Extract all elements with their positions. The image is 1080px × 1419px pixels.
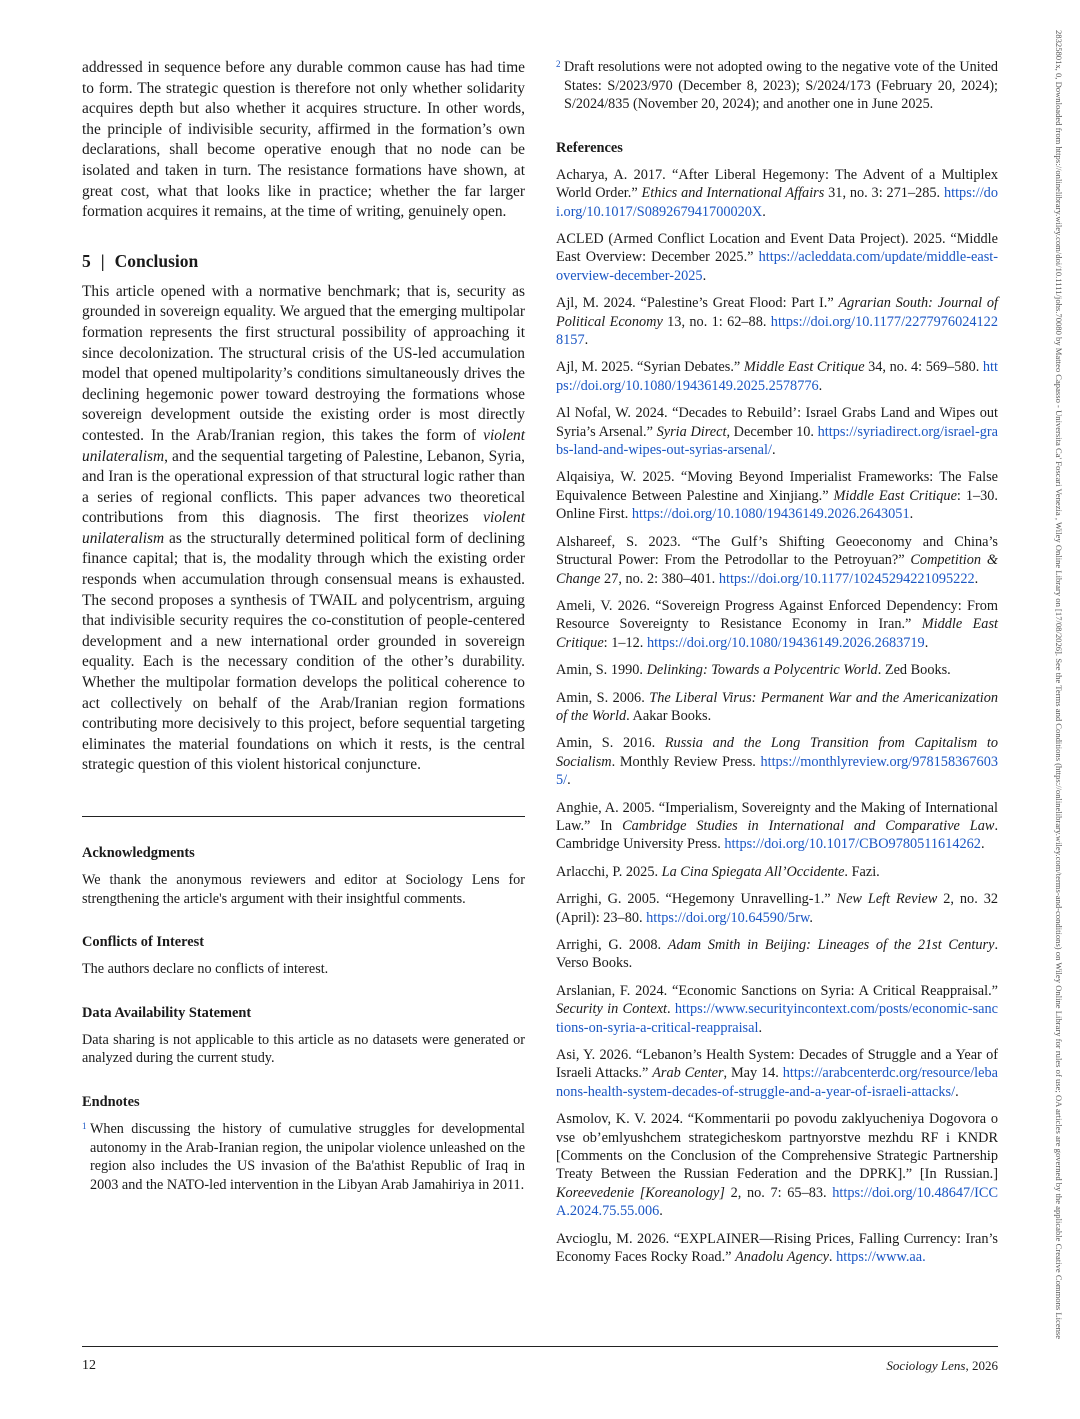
endnote-1-text: When discussing the history of cumulative struggles for developmental autonomy in the Arab-Iranian region, the unipolar violence unleashed on the region also includes the US invasion of the Ba'athist Republic of Iraq in 2003 and the NATO-led intervention in the Libyan Arab Jamahiriya in 2011. [90,1120,525,1193]
reference-details: : 1–30. Online First. [556,487,998,523]
endnote-1 [82,1120,525,1194]
reference-entry [556,689,998,726]
reference-entry [556,734,998,789]
endnote-1-marker[interactable]: 1 [82,1120,87,1131]
reference-title: Middle East Critique [743,359,865,376]
reference-title: Anadolu Agency [735,1249,829,1266]
reference-entry [556,1110,998,1220]
reference-title: Middle East Critique [833,487,957,504]
endnotes-heading: Endnotes [82,1093,140,1110]
reference-end: . [762,203,766,220]
reference-end: . [909,506,914,523]
reference-title: Security in Context [556,1001,668,1018]
reference-details: . [828,1249,837,1266]
conflicts-heading: Conflicts of Interest [82,934,205,951]
reference-link[interactable]: https://doi.org/10.64590/5rw [646,909,810,926]
reference-text: Arslanian, F. 2024. “Economic Sanctions on Syria: A Critical Reappraisal.” [556,982,998,999]
reference-link[interactable]: https://doi.org/10.1017/CBO9780511614262 [724,836,981,853]
conflicts-text: The authors declare no conflicts of interest. [82,961,329,978]
journal-name: Sociology Lens [886,1358,966,1373]
reference-link[interactable]: https://www.aa. [836,1249,926,1266]
reference-title: Middle East Critique [556,616,998,651]
data-availability-text: Data sharing is not applicable to this article as no datasets were generated or analyzed during the current study. [82,1031,525,1067]
reference-link[interactable]: https://doi.org/10.1177/22779760241228157 [556,313,998,349]
reference-title: Syria Direct [656,423,727,440]
reference-text: Anghie, A. 2005. “Imperialism, Sovereignty and the Making of International Law.” In [556,799,998,834]
reference-end: . [980,836,985,853]
section-title: Conclusion [114,250,199,271]
reference-title: La Cina Spiegata All’Occidente [661,863,845,880]
reference-details: . Monthly Review Press. [611,753,761,770]
footer-rule [82,1346,998,1347]
reference-title: Agrarian South: Journal of Political Economy [556,295,998,330]
endnote-2-text: Draft resolutions were not adopted owing to the negative vote of the United States: S/2023/970 (December 8, 2023); S/2024/173 (February 20, 2024); S/2024/835 (November 20, 2024); and another one in June 2025. [564,59,998,113]
reference-text: Al Nofal, W. 2024. “Decades to Rebuild’: Israel Grabs Land and Wipes out Syria’s Arsenal.” [556,405,998,440]
reference-text: Amin, S. 2016. [556,735,665,752]
reference-title: New Left Review [836,891,938,908]
conclusion-text-3: as the structurally determined political form of declining finance capital; that is, the modality through which the existing order responds when accumulation through consensual means is exhausted. The second proposes a synthesis of TWAIL and polycentrism, arguing that indivisible security requires the co-constitution of people-centered development and a new international order grounded in sovereign equality. Each is the necessary condition of the other’s durability. Whether the multipolar formation develops the political coherence to act collectively on behalf of the Arab/Iranian region formations contributing more decisively to this project, before sequential targeting eliminates the material foundations on which it rests, is the central strategic question of this violent historical conjuncture. [82,529,525,774]
reference-entry [556,533,998,588]
journal-year: , 2026 [965,1358,998,1373]
reference-link[interactable]: https://www.securityincontext.com/posts/economic-sanctions-on-syria-a-critical-reappraisal [556,1001,998,1036]
reference-text: Avcioglu, M. 2026. “EXPLAINER—Rising Prices, Falling Currency: Iran’s Economy Faces Rocky Road.” [556,1230,998,1266]
reference-entry [556,982,998,1037]
reference-entry [556,863,998,881]
reference-details: 34, no. 4: 569–580. [864,359,983,376]
reference-end: . [702,267,707,284]
reference-entry [556,597,998,652]
acknowledgments-text: We thank the anonymous reviewers and editor at Sociology Lens for strengthening the article's argument with their insightful comments. [82,872,525,907]
reference-text: Alqaisiya, W. 2025. “Moving Beyond Imperialist Frameworks: The False Equivalence Between Palestine and Xinjiang.” [556,469,998,504]
reference-text: Acharya, A. 2017. “After Liberal Hegemony: The Advent of a Multiplex World Order.” [556,166,998,202]
reference-text: Amin, S. 2006. [556,689,650,706]
reference-details: . Verso Books. [556,937,999,972]
reference-text: Arrighi, G. 2008. [556,937,668,953]
reference-entry [556,890,998,927]
reference-title: Competition & Change [556,552,998,587]
reference-entry [556,294,998,349]
reference-text: ACLED (Armed Conflict Location and Event Data Project). 2025. “Middle East Overview: December 2025.” [556,231,998,266]
section-heading [82,251,525,272]
reference-details: . Zed Books. [877,662,951,679]
reference-text: Ajl, M. 2024. “Palestine’s Great Flood: Part I.” [556,295,839,312]
reference-text: Arlacchi, P. 2025. [556,863,662,880]
reference-title: Russia and the Long Transition from Capitalism to Socialism [556,735,998,770]
reference-details: . Fazi. [844,863,880,880]
reference-details: 2, no. 7: 65–83. [724,1184,833,1201]
reference-text: Ameli, V. 2026. “Sovereign Progress Against Enforced Dependency: From Resource Sovereignty to Resistance Economy in Iran.” [556,597,998,633]
reference-link[interactable]: https://doi.org/10.48647/ICCA.2024.75.55.006 [556,1184,999,1220]
reference-end: . [955,1083,959,1100]
reference-details: 2, no. 32 (April): 23–80. [556,891,999,926]
reference-link[interactable]: https://doi.org/10.1177/10245294221095222 [718,570,975,587]
reference-end: . [758,1019,763,1036]
journal-footer [886,1358,998,1374]
reference-entry [556,468,998,523]
reference-entry [556,230,998,285]
conclusion-paragraph [82,282,525,776]
reference-entry [556,358,998,395]
reference-link[interactable]: https://arabcenterdc.org/resource/lebanons-health-system-decades-of-struggle-and-a-year-of-israeli-attacks/ [556,1065,998,1100]
reference-link[interactable]: https://syriadirect.org/israel-grabs-land-and-wipes-out-syrias-arsenal/ [556,423,998,459]
reference-link[interactable]: https://acleddata.com/update/middle-east-overview-december-2025 [556,249,998,284]
reference-title: The Liberal Virus: Permanent War and the Americanization of the World [556,689,999,724]
reference-end: . [974,570,979,587]
reference-title: Cambridge Studies in International and Comparative Law [622,817,995,834]
reference-end: . [771,442,776,459]
reference-entry [556,166,998,221]
reference-title: Ethics and International Affairs [641,185,825,202]
reference-end: . [567,772,571,789]
references-heading: References [556,139,623,156]
reference-title: Adam Smith in Beijing: Lineages of the 21st Century [667,937,995,953]
conclusion-text-1: This article opened with a normative benchmark; that is, security as grounded in sovereign equality. We argued that the emerging multipolar formation represents the first structural possibility of approaching it since decolonization. The structural crisis of the US-led accumulation model that opened multipolarity’s conditions simultaneously drives the declining hegemonic power toward destroying the formations whose sovereign development outside the existing order is most directly contested. In the Arab/Iranian region, this takes the form of [82,282,525,444]
section-separator: | [100,250,105,271]
reference-title: Delinking: Towards a Polycentric World [646,662,878,679]
reference-entry [556,936,998,973]
reference-end: . [659,1203,663,1220]
reference-details: , December 10. [726,423,818,440]
page-number: 12 [82,1358,96,1373]
reference-text: Asmolov, K. V. 2024. “Kommentarii po povodu zaklyucheniya Dogovora o vse ob’emlyushchem strategicheskom partnyorstve mezhdu RF i KNDR [Comments on the Conclusion of the Comprehensive Strategic Partnership Treaty Between the Russian Federation and the DPRK].” [In Russian.] [556,1111,998,1183]
conclusion-emphasis-1: violent unilateralism [82,426,525,465]
endnote-2-marker[interactable]: 2 [556,59,561,69]
acknowledgments-heading: Acknowledgments [82,845,195,861]
download-notice-strip: 28325801x, 0, Downloaded from https://onlinelibrary.wiley.com/doi/10.1111/johs.70080 by Matteo Capasso - Universita Ca' Foscari Venezia , Wiley Online Library on [17/08/2026]. See the Terms and Conditions (https://onlinelibrary.wiley.com/terms-and-conditions) on Wiley Online Library for rules of use; OA articles are governed by the applicable Creative Commons License [1054,30,1064,1340]
reference-details: . Aakar Books. [626,707,712,724]
reference-details: . [667,1001,675,1018]
reference-details: . Cambridge University Press. [556,817,999,853]
reference-end: . [584,332,589,349]
reference-text: Asi, Y. 2026. “Lebanon’s Health System: Decades of Struggle and a Year of Israeli Attacks.” [556,1047,998,1082]
conclusion-emphasis-2: violent unilateralism [82,509,525,547]
intro-paragraph: addressed in sequence before any durable common cause has had time to form. The strategic question is therefore not only whether solidarity acquires depth but also whether it acquires structure. In other words, the principle of indivisible security, affirmed in the formation’s own declarations, shall become operative enough that no node can be isolated and taken in turn. The resistance formations have shown, at great cost, what that looks like in practice; whether the far larger formation acquires it remains, at the time of writing, genuinely open. [82,59,525,221]
reference-link[interactable]: https://doi.org/10.1080/19436149.2026.2683719 [646,634,925,651]
reference-details: , May 14. [723,1065,783,1082]
reference-details: 27, no. 2: 380–401. [600,570,719,587]
reference-details: 31, no. 3: 271–285. [824,185,944,202]
reference-link[interactable]: https://doi.org/10.1080/19436149.2025.2578776 [556,359,998,394]
left-column [82,58,525,1194]
data-availability-heading: Data Availability Statement [82,1004,252,1021]
reference-title: Koreevedenie [Koreanology] [556,1184,725,1201]
reference-entry [556,799,998,854]
endnote-2 [556,58,998,114]
reference-text: Ajl, M. 2025. “Syrian Debates.” [556,359,744,376]
reference-link[interactable]: https://doi.org/10.1017/S089267941700020X [556,185,998,220]
reference-text: Alshareef, S. 2023. “The Gulf’s Shifting Geoeconomy and China’s Structural Power: From the Petrodollar to the Petroyuan?” [556,533,998,569]
conclusion-text-2: , and the sequential targeting of Palestine, Lebanon, Syria, and Iran is the operational expression of that structural logic rather than a series of regional conflicts. This paper advances two theoretical contributions from this diagnosis. The first theorizes [82,447,525,527]
reference-entry [556,661,998,679]
reference-text: Amin, S. 1990. [556,662,647,679]
reference-details: 13, no. 1: 62–88. [662,313,771,330]
reference-entry [556,1046,998,1101]
reference-end: . [818,377,823,394]
reference-title: Arab Center [652,1065,724,1082]
section-number: 5 [82,250,91,271]
references-list [556,166,998,1267]
reference-link[interactable]: https://doi.org/10.1080/19436149.2026.2643051 [631,506,910,523]
right-column [556,58,998,1276]
reference-end: . [924,634,929,651]
reference-text: Arrighi, G. 2005. “Hegemony Unravelling-1.” [556,891,837,908]
reference-entry [556,1230,998,1267]
reference-link[interactable]: https://monthlyreview.org/9781583676035/ [556,753,998,789]
reference-details: : 1–12. [603,634,647,651]
reference-entry [556,404,998,459]
reference-end: . [809,909,813,926]
